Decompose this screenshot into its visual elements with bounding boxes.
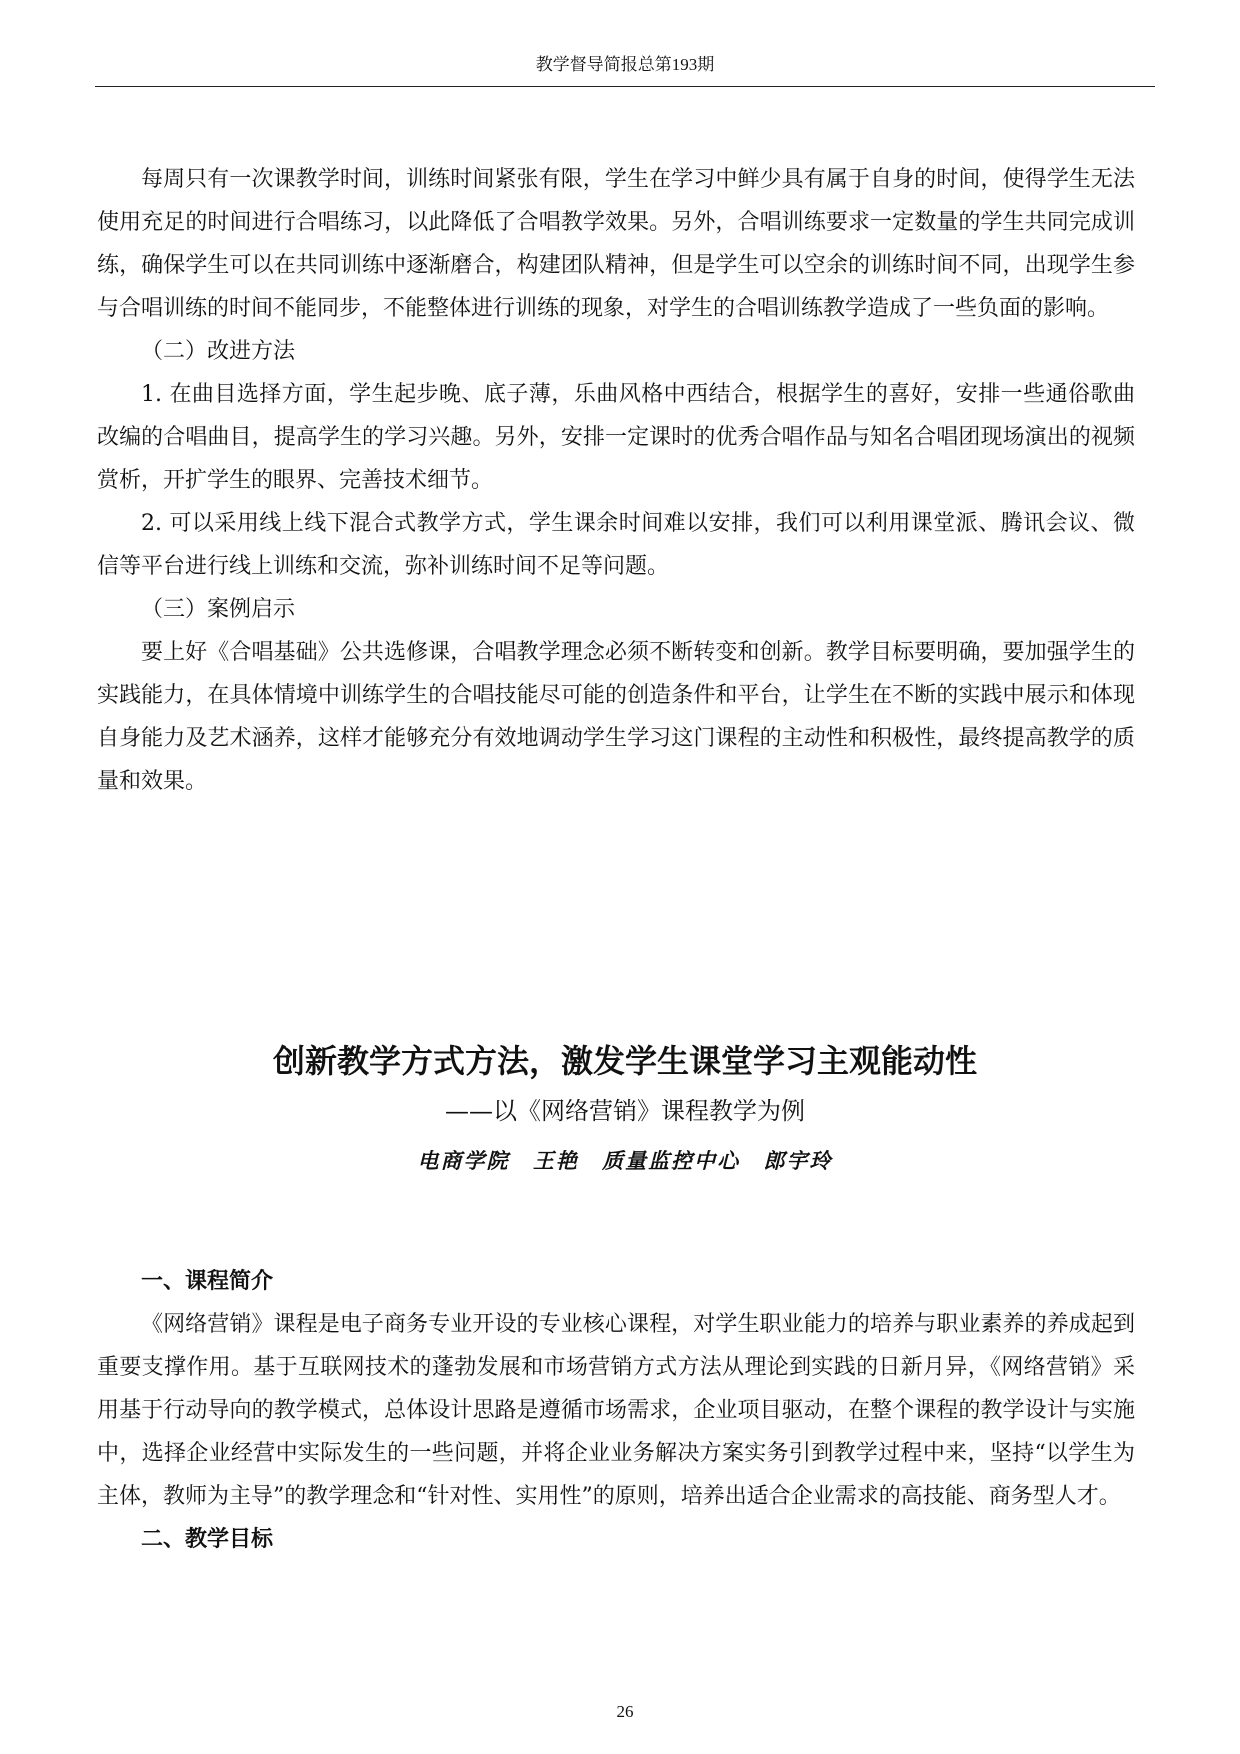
body-paragraph: 每周只有一次课教学时间，训练时间紧张有限，学生在学习中鲜少具有属于自身的时间，使得学生无法使用充足的时间进行合唱练习，以此降低了合唱教学效果。另外，合唱训练要求一定数量的学生共同完成训练，确保学生可以在共同训练中逐渐磨合，构建团队精神，但是学生可以空余的训练时间不同，出现学生参与合唱训练的时间不能同步，不能整体进行训练的现象，对学生的合唱训练教学造成了一些负面的影响。 (97, 167, 1135, 321)
header-divider (95, 86, 1155, 87)
article-title-block (95, 1035, 1155, 1179)
case-insights-paragraph: 要上好《合唱基础》公共选修课，合唱教学理念必须不断转变和创新。教学目标要明确，要加强学生的实践能力，在具体情境中训练学生的合唱技能尽可能的创造条件和平台，让学生在不断的实践中展示和体现自身能力及艺术涵养，这样才能够充分有效地调动学生学习这门课程的主动性和积极性，最终提高教学的质量和效果。 (97, 640, 1135, 794)
subheading-case-insights: （三）案例启示 (141, 597, 296, 622)
course-intro-paragraph: 《网络营销》课程是电子商务专业开设的专业核心课程，对学生职业能力的培养与职业素养的养成起到重要支撑作用。基于互联网技术的蓬勃发展和市场营销方式方法从理论到实践的日新月异，《网络营销》采用基于行动导向的教学模式，总体设计思路是遵循市场需求，企业项目驱动，在整个课程的教学设计与实施中，选择企业经营中实际发生的一些问题，并将企业业务解决方案实务引到教学过程中来，坚持“以学生为主体，教师为主导”的教学理念和“针对性、实用性”的原则，培养出适合企业需求的高技能、商务型人才。 (97, 1312, 1135, 1509)
improvement-item-2: 2. 可以采用线上线下混合式教学方式，学生课余时间难以安排，我们可以利用课堂派、腾讯会议、微信等平台进行线上训练和交流，弥补训练时间不足等问题。 (97, 511, 1135, 579)
subheading-improvement-methods: （二）改进方法 (141, 339, 296, 364)
section-heading-course-intro: 一、课程简介 (141, 1269, 274, 1294)
section-heading-teaching-goals: 二、教学目标 (141, 1527, 274, 1552)
page-number: 26 (616, 1702, 634, 1721)
article-body (97, 1260, 1135, 1561)
running-header: 教学督导简报总第193期 (535, 55, 715, 74)
article-subtitle: ——以《网络营销》课程教学为例 (445, 1097, 805, 1125)
article-title: 创新教学方式方法，激发学生课堂学习主观能动性 (272, 1042, 977, 1080)
improvement-item-1: 1. 在曲目选择方面，学生起步晚、底子薄，乐曲风格中西结合，根据学生的喜好，安排一些通俗歌曲改编的合唱曲目，提高学生的学习兴趣。另外，安排一定课时的优秀合唱作品与知名合唱团现场演出的视频赏析，开扩学生的眼界、完善技术细节。 (97, 382, 1135, 493)
section-continuation (97, 158, 1135, 803)
article-authors: 电商学院 王艳 质量监控中心 郎宇玲 (417, 1148, 833, 1173)
